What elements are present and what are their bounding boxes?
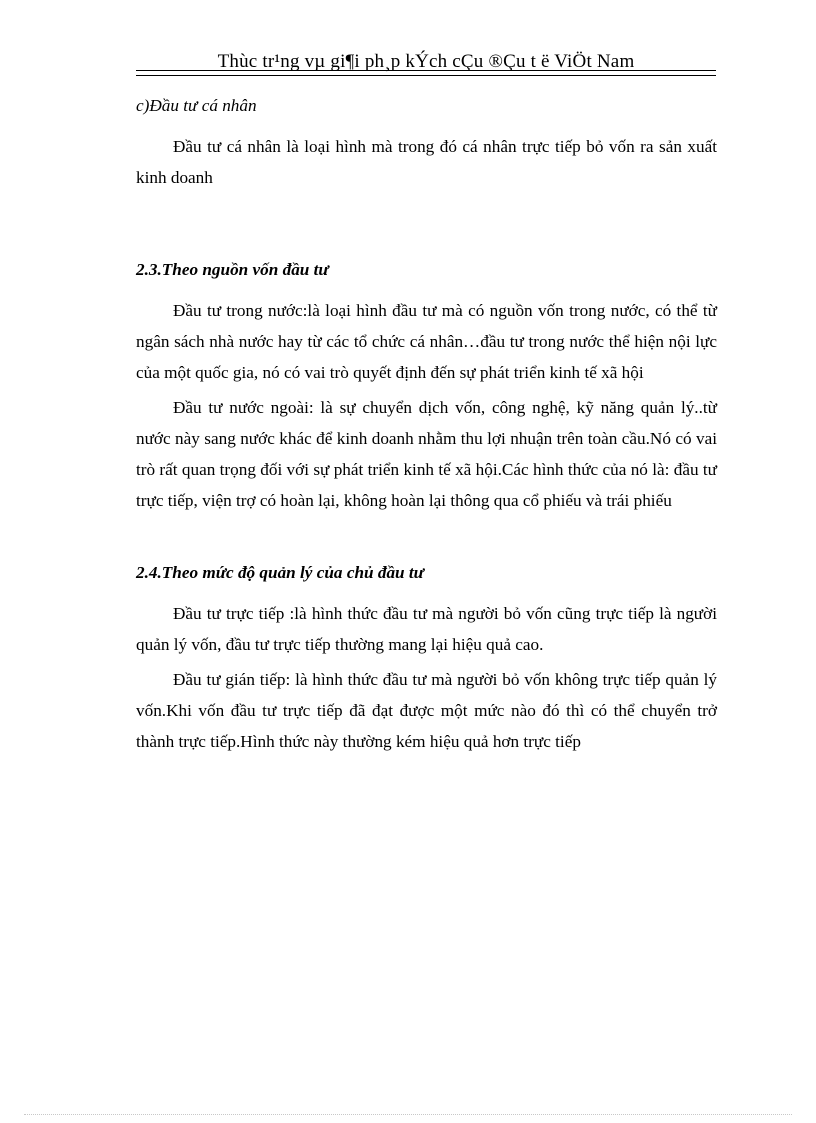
section-heading-2-4: 2.4.Theo mức độ quản lý của chủ đầu tư <box>136 563 424 582</box>
subsection-heading-individual-investment: c)Đầu tư cá nhân <box>136 96 257 115</box>
page-bottom-dotted-line <box>24 1114 792 1115</box>
paragraph-individual-investment: Đầu tư cá nhân là loại hình mà trong đó cá nhân trực tiếp bỏ vốn ra sản xuất kinh doanh <box>136 137 717 187</box>
paragraph-direct-investment: Đầu tư trực tiếp :là hình thức đầu tư mà người bỏ vốn cũng trực tiếp là người quản lý vốn, đầu tư trực tiếp thường mang lại hiệu quả cao. <box>136 604 717 654</box>
paragraph-indirect-investment: Đầu tư gián tiếp: là hình thức đầu tư mà người bỏ vốn không trực tiếp quản lý vốn.Khi vốn đầu tư trực tiếp đã đạt được một mức nào đó thì có thể chuyển trở thành trực tiếp.Hình thức này thường kém hiệu quả hơn trực tiếp <box>136 670 717 751</box>
header-double-rule <box>136 70 716 76</box>
paragraph-domestic-investment: Đầu tư trong nước:là loại hình đầu tư mà có nguồn vốn trong nước, có thể từ ngân sách nhà nước hay từ các tổ chức cá nhân…đầu tư trong nước thể hiện nội lực của một quốc gia, nó có vai trò quyết định đến sự phát triển kinh tế xã hội <box>136 301 717 382</box>
page-header-title: Thùc tr¹ng vµ gi¶i ph¸p kÝch cÇu ®Çu t ë ViÖt Nam <box>217 51 635 72</box>
paragraph-foreign-investment: Đầu tư nước ngoài: là sự chuyển dịch vốn, công nghệ, kỹ năng quản lý..từ nước này sang nước khác để kinh doanh nhằm thu lợi nhuận trên toàn cầu.Nó có vai trò rất quan trọng đối với sự phát triển kinh tế xã hội.Các hình thức của nó là: đầu tư trực tiếp, viện trợ có hoàn lại, không hoàn lại thông qua cổ phiếu và trái phiếu <box>136 398 717 510</box>
section-heading-2-3: 2.3.Theo nguồn vốn đầu tư <box>136 260 329 279</box>
document-body <box>136 92 717 757</box>
